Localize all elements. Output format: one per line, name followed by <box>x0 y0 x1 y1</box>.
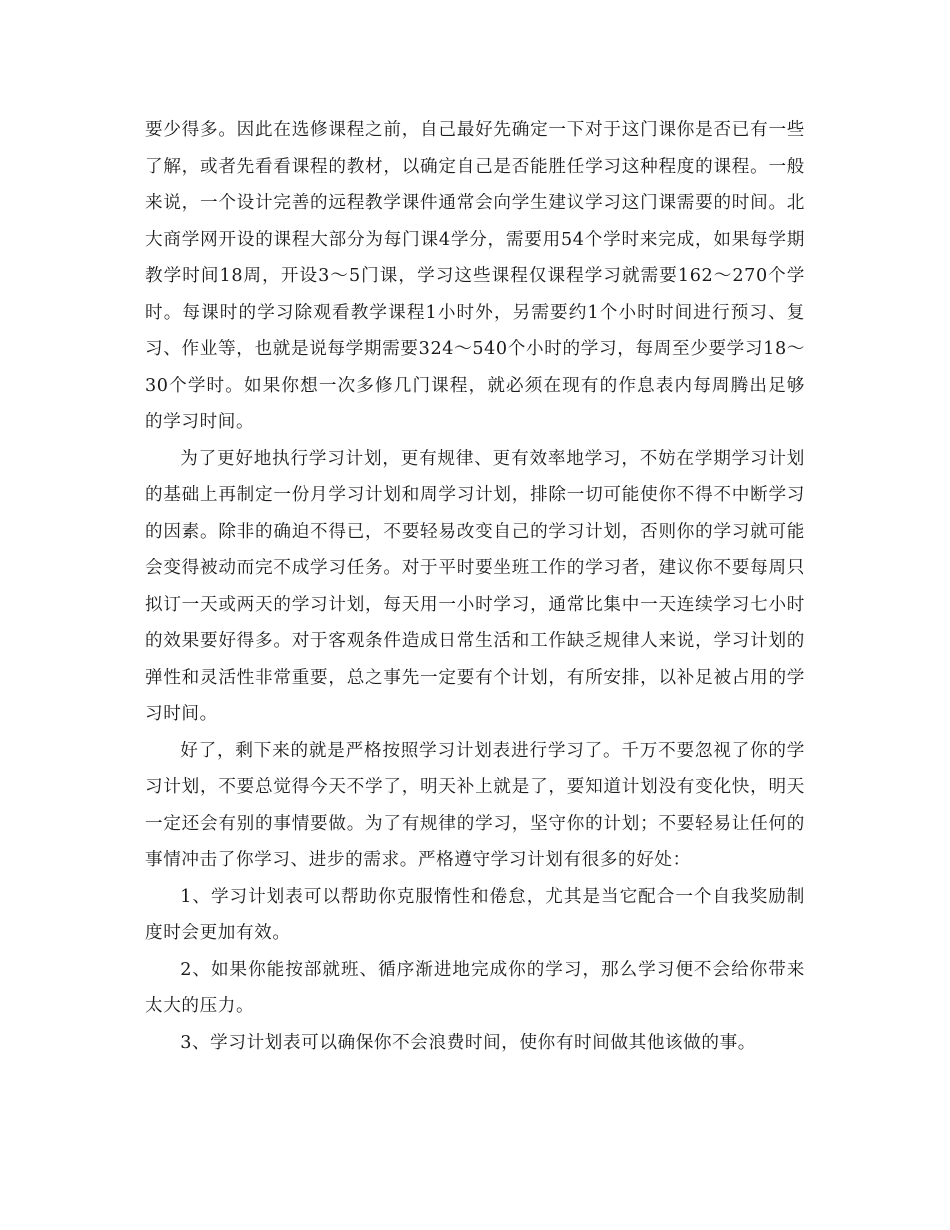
document-page <box>145 112 805 1061</box>
paragraph-monthly-weekly-plan: 为了更好地执行学习计划，更有规律、更有效率地学习，不妨在学期学习计划的基础上再制定一份月学习计划和周学习计划，排除一切可能使你不得不中断学习的因素。除非的确迫不得已，不要轻易改变自己的学习计划，否则你的学习就可能会变得被动而完不成学习任务。对于平时要坐班工作的学习者，建议你不要每周只拟订一天或两天的学习计划，每天用一小时学习，通常比集中一天连续学习七小时的效果要好得多。对于客观条件造成日常生活和工作缺乏规律人来说，学习计划的弹性和灵活性非常重要，总之事先一定要有个计划，有所安排，以补足被占用的学习时间。 <box>145 448 805 724</box>
list-item-benefit-2: 2、如果你能按部就班、循序渐进地完成你的学习，那么学习便不会给你带来太大的压力。 <box>145 959 805 1016</box>
paragraph-follow-plan: 好了，剩下来的就是严格按照学习计划表进行学习了。千万不要忽视了你的学习计划，不要总觉得今天不学了，明天补上就是了，要知道计划没有变化快，明天一定还会有别的事情要做。为了有规律的学习，坚守你的计划；不要轻易让任何的事情冲击了你学习、进步的需求。严格遵守学习计划有很多的好处： <box>145 740 805 870</box>
list-item-benefit-3: 3、学习计划表可以确保你不会浪费时间，使你有时间做其他该做的事。 <box>180 1032 756 1053</box>
list-item-benefit-1: 1、学习计划表可以帮助你克服惰性和倦怠，尤其是当它配合一个自我奖励制度时会更加有效。 <box>145 886 805 943</box>
paragraph-study-hours: 要少得多。因此在选修课程之前，自己最好先确定一下对于这门课你是否已有一些了解，或者先看看课程的教材，以确定自己是否能胜任学习这种程度的课程。一般来说，一个设计完善的远程教学课件通常会向学生建议学习这门课需要的时间。北大商学网开设的课程大部分为每门课4学分，需要用54个学时来完成，如果每学期教学时间18周，开设3～5门课，学习这些课程仅课程学习就需要162～270个学时。每课时的学习除观看教学课程1小时外，另需要约1个小时时间进行预习、复习、作业等，也就是说每学期需要324～540个小时的学习，每周至少要学习18～30个学时。如果你想一次多修几门课程，就必须在现有的作息表内每周腾出足够的学习时间。 <box>145 120 805 432</box>
